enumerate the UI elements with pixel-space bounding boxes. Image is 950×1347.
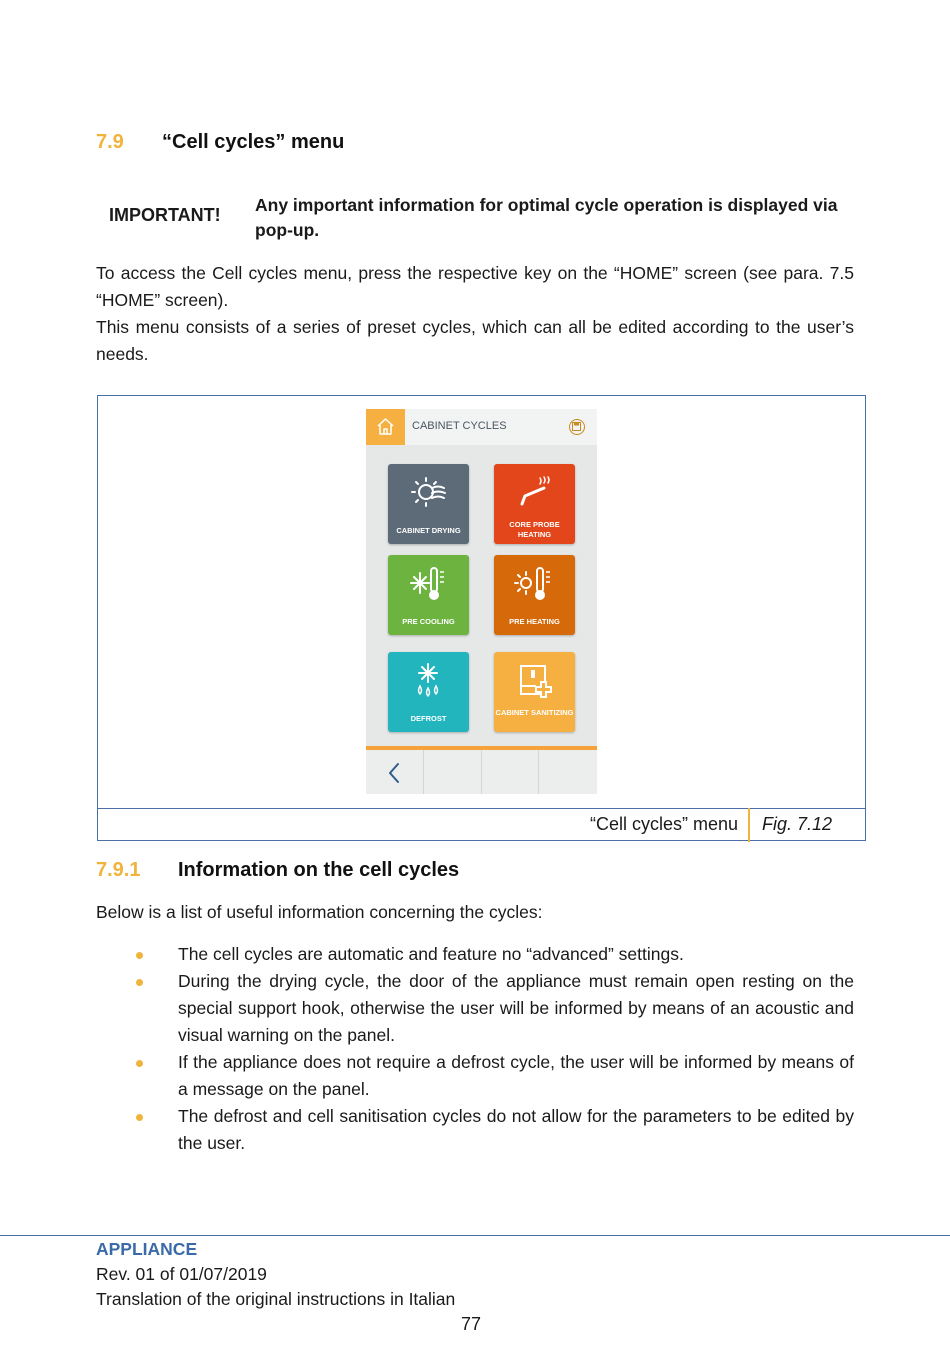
footer-translation-note: Translation of the original instructions in Italian [96, 1289, 456, 1309]
bullet-dot [136, 979, 143, 986]
bullet-dot [136, 1060, 143, 1067]
section-title: “Cell cycles” menu [162, 131, 345, 153]
back-arrow-icon[interactable] [386, 762, 402, 784]
footer-divider [0, 1235, 950, 1236]
cycle-info-list [96, 941, 854, 1157]
figure-caption-separator [748, 808, 750, 842]
home-icon [376, 417, 395, 436]
home-button[interactable] [366, 409, 405, 445]
access-paragraph: To access the Cell cycles menu, press the respective key on the “HOME” screen (see para. 7.5 “HOME” screen). [96, 263, 854, 310]
section-number: 7.9 [96, 131, 124, 153]
tile-defrost[interactable] [388, 652, 469, 732]
list-item [96, 1103, 854, 1157]
snowflake-drops-icon [408, 660, 449, 700]
subsection-number: 7.9.1 [96, 859, 141, 881]
page-number: 77 [460, 1314, 482, 1334]
cabinet-cycles-screen [366, 409, 597, 794]
tile-label: DEFROST [410, 714, 447, 723]
snowflake-thermometer-icon [408, 563, 449, 603]
bottom-bar-divider [423, 750, 424, 794]
sanitize-icon [514, 660, 555, 700]
list-item [96, 968, 854, 1049]
sun-thermometer-icon [514, 563, 555, 603]
save-button[interactable] [569, 419, 585, 435]
save-icon [572, 422, 581, 431]
tile-core-probe-heating[interactable] [494, 464, 575, 544]
sun-wind-icon [408, 472, 449, 512]
tile-cabinet-sanitizing[interactable] [494, 652, 575, 732]
core-probe-icon [514, 472, 555, 512]
subsection-title: Information on the cell cycles [178, 859, 460, 881]
tile-label: CABINET DRYING [396, 526, 461, 535]
intro-paragraph: Below is a list of useful information concerning the cycles: [96, 902, 543, 922]
list-item [96, 941, 854, 968]
tile-label: CORE PROBE HEATING [509, 520, 560, 539]
bullet-dot [136, 952, 143, 959]
list-item [96, 1049, 854, 1103]
tile-cabinet-drying[interactable] [388, 464, 469, 544]
list-item-text: The defrost and cell sanitisation cycles do not allow for the parameters to be edited by the user. [178, 1106, 854, 1153]
footer-brand: APPLIANCE [96, 1239, 198, 1259]
list-item-text: During the drying cycle, the door of the appliance must remain open resting on the special support hook, otherwise the user will be informed by means of an acoustic and visual warning on the panel. [178, 971, 854, 1045]
bottom-bar-divider [481, 750, 482, 794]
list-item-text: The cell cycles are automatic and feature no “advanced” settings. [178, 944, 684, 964]
footer-revision: Rev. 01 of 01/07/2019 [96, 1264, 267, 1284]
tile-pre-heating[interactable] [494, 555, 575, 635]
figure-caption-divider [97, 808, 866, 809]
bullet-dot [136, 1114, 143, 1121]
list-item-text: If the appliance does not require a defrost cycle, the user will be informed by means of a message on the panel. [178, 1052, 854, 1099]
important-label: IMPORTANT! [109, 205, 221, 225]
important-text: Any important information for optimal cycle operation is displayed via pop-up. [255, 195, 838, 240]
tile-label: PRE HEATING [509, 617, 560, 626]
tile-label: PRE COOLING [402, 617, 455, 626]
figure-caption: “Cell cycles” menu [589, 814, 738, 834]
tile-pre-cooling[interactable] [388, 555, 469, 635]
screen-title: CABINET CYCLES [412, 420, 507, 432]
bottom-bar-divider [538, 750, 539, 794]
tile-label: CABINET SANITIZING [495, 708, 574, 717]
description-paragraph: This menu consists of a series of preset cycles, which can all be edited according to the user’s needs. [96, 317, 854, 364]
figure-label: Fig. 7.12 [762, 814, 833, 834]
